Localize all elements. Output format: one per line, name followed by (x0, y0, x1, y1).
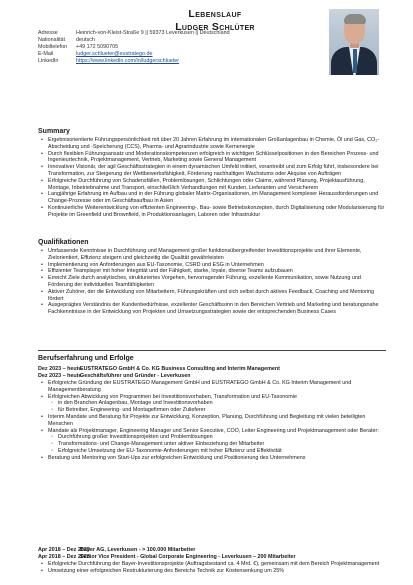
job-item: • Beratung und Mentoring von Start-Ups zur erfolgreichen Entwicklung und Positionierung des Unternehmens (38, 455, 386, 462)
job-header-line (38, 554, 386, 561)
experience-heading: Berufserfahrung und Erfolge (38, 355, 134, 362)
summary-item: • Ergebnisorientierte Führungspersönlichkeit mit über 20 Jahren Erfahrung im internationalen Großanlagenbau in Chemie, Öl und Gas, CO₂-Abscheidung und -Speicherung (CCS), Pharma- und Agrarindustrie sowie Kernenergie (38, 137, 386, 151)
contact-label: Nationalität (38, 37, 65, 43)
job-subitem: ◦ Durchführung großer Investitionsprojekten und Problemlösungen (38, 434, 386, 441)
job-header-line (38, 373, 386, 380)
job-company: Bayer AG, Leverkusen - > 100.000 Mitarbeiter (80, 547, 196, 553)
job-bayer (38, 547, 386, 561)
contact-row-phone (38, 44, 230, 51)
contact-row-linkedin (38, 58, 230, 65)
job-item: • Erfolgreichen Abwicklung von Programmen bei Investitionsvorhaben, Transformation und EU-Taxonomie (38, 394, 386, 401)
job-role: Senior Vice President - Global Corporate Engineering - Leverkusen – 200 Mitarbeiter (80, 553, 296, 560)
summary-item: • Durch flexiblen Führungsansatz und Moderationskompetenzen erfolgreich in wichtigen Schlüsselpositionen in den Bereichen Prozess- und Ingenieurtechnik, Projektmanagement, Vertrieb, Marketing sowie General Management (38, 151, 386, 165)
job-role: Geschäftsführer und Gründer - Leverkusen (80, 372, 191, 379)
contact-label: LinkedIn (38, 58, 59, 64)
contact-label: Mobiltelefon (38, 44, 68, 50)
job-dates: Dez 2023 – heute (38, 366, 82, 372)
job-subitem: ◦ Erfolgreiche Umsetzung der EU-Taxonomie-Anforderungen mit hoher Effizienz und Effektivität (38, 448, 386, 455)
job-item: • Interim Mandate und Beratung für Projekte zur Entwicklung, Konzeption, Planung, Durchführung und Begleitung mit vielen beteiligten Menschen (38, 414, 386, 428)
nationality-value: deutsch (76, 37, 95, 43)
qualification-item: • Umfassende Kenntnisse in Durchführung und Management großer funktionsübergreifender Investitionsprojekte und ihrer Elemente, Zielorientiert, Effizienz steigern und gleichzeitig die Qualität gewährleisten (38, 248, 386, 262)
address-value: Heinrich-von-Kleist-Straße 9 || 59373 Leverkusen || Deutschland (76, 30, 230, 36)
qualifications-list (38, 248, 386, 316)
contact-label: Adresse (38, 30, 58, 36)
contact-block (38, 30, 230, 65)
summary-item: • Erfolgreiche Durchführung von Schadensfällen, Problemlösungen, Schlichtungen oder Claims, während Planung, Projektausführung, Montage, Inbetriebnahme und Transport, einschließlich Verhandlungen mit Kunden, Lieferanten und Versicherern (38, 178, 386, 192)
qualification-item: • Ausgeprägtes Verständnis der Kundenbedürfnisse, exzellenter Geschäftssinn in den Bereichen Vertrieb und Marketing und beratungsnahe Fachkenntnisse in der Entwicklung von Projekten und Umsetzungsstrategien sowie der entsprechenden Business Cases (38, 302, 386, 316)
job-bayer-list (38, 561, 386, 575)
job-subitem: ◦ in den Branchen Anlagenbau, Montage und Investitionsvorhaben (38, 400, 386, 407)
job-dates: Apr 2018 – Dez 2023 (38, 553, 90, 560)
job-dates: Apr 2018 – Dez 2023 (38, 547, 90, 553)
summary-item: • Kontinuierliche Weiterentwicklung von effizienten Engineering-, Bau- sowie Betriebskonzepten, durch Digitalisierung oder Modularisierung für Projekte im Greenfield und Brownfield, in Produktionsanlagen, Laboren oder Infrastruktur (38, 205, 386, 219)
summary-list (38, 137, 386, 219)
job-dates: Dez 2023 – heute (38, 372, 82, 379)
summary-heading: Summary (38, 128, 70, 135)
contact-row-address (38, 30, 230, 37)
contact-label: E-Mail (38, 51, 54, 57)
job-item: • Erfolgreiche Durchführung der Bayer-Investitionsprojekte (Auftragsbestand ca. 4 Mrd. €), gemeinsam mit dem Bereich Projektmanagement (38, 561, 386, 568)
contact-row-email (38, 51, 230, 58)
job-item: • Umsetzung einer erfolgreichen Restrukturierung des Bereichs Technik zur Kostensenkung um 25% (38, 568, 386, 575)
job-header-line (38, 547, 386, 554)
contact-row-nationality (38, 37, 230, 44)
job-eustratego-list (38, 380, 386, 462)
job-eustratego (38, 366, 386, 380)
profile-photo (329, 9, 379, 75)
qualification-item: • Aktiver Zuhörer, der die Entwicklung von Mitarbeitern, Führungskräften und sich selbst durch aktives Feedback, Coaching und Mentoring fördert (38, 289, 386, 303)
section-divider (38, 350, 386, 351)
qualification-item: • Effizienter Teamplayer mit hoher Integrität und der Fähigkeit, starke, loyale, diverse Teams aufzubauen (38, 268, 386, 275)
job-header-line (38, 366, 386, 373)
person-name: Ludger Schlüter (175, 21, 255, 33)
qualifications-heading: Qualifikationen (38, 239, 89, 246)
linkedin-link[interactable]: https://www.linkedin.com/in/ludgerschlueter (76, 58, 180, 64)
qualification-item: • Implementierung von Anforderungen aus EU-Taxonomie, CSRD und ESG in Unternehmen (38, 262, 386, 269)
phone-value: +49 172 5090705 (76, 44, 119, 50)
job-subitem: ◦ Transformations- und Change-Management unter aktiver Einbeziehung der Mitarbeiter (38, 441, 386, 448)
document-title: Lebenslauf (188, 8, 242, 20)
qualification-item: • Erreicht Ziele durch analytisches, strukturiertes Vorgehen, hervorragender Führung, exzellente Kommunikation, sowie Nutzung und Förderung der individuellen Teamfähigkeiten (38, 275, 386, 289)
job-item: • Mandate als Projektmanager, Engineering Manager und Senior Executive, COO, Leiter Engineering und Projektmanagement oder Berater: (38, 428, 386, 435)
summary-item: • Innovativer Visionär, der agil Geschäftsstrategien in einem dynamischen Umfeld initiiert, vorantreibt und zum Erfolg führt, insbesondere bei Transformation, zur Steigerung der Wettbewerbsfähigkeit, Förderung nachhaltigen Wachstums oder Akquise von Aufträgen (38, 164, 386, 178)
summary-item: • Langjährige Erfahrung im Aufbau und in der Führung globaler Matrix-Organisationen, im Management komplexer Heraussforderungen und Change-Prozesse oder im Geschäftsaufbau in Asien (38, 191, 386, 205)
job-item: • Erfolgreiche Gründung der EUSTRATEGO Management GmbH und EUSTRATEGO GmbH & Co. KG Interim Management und Managementberatung (38, 380, 386, 394)
job-company: EUSTRATEGO GmbH & Co. KG Business Consulting and Interim Management (80, 366, 280, 372)
email-link[interactable]: ludger.schlueter@eustratego.de (76, 51, 153, 57)
job-subitem: ◦ für Betreiber, Engineering- und Montagefirmen oder Zulieferer (38, 407, 386, 414)
